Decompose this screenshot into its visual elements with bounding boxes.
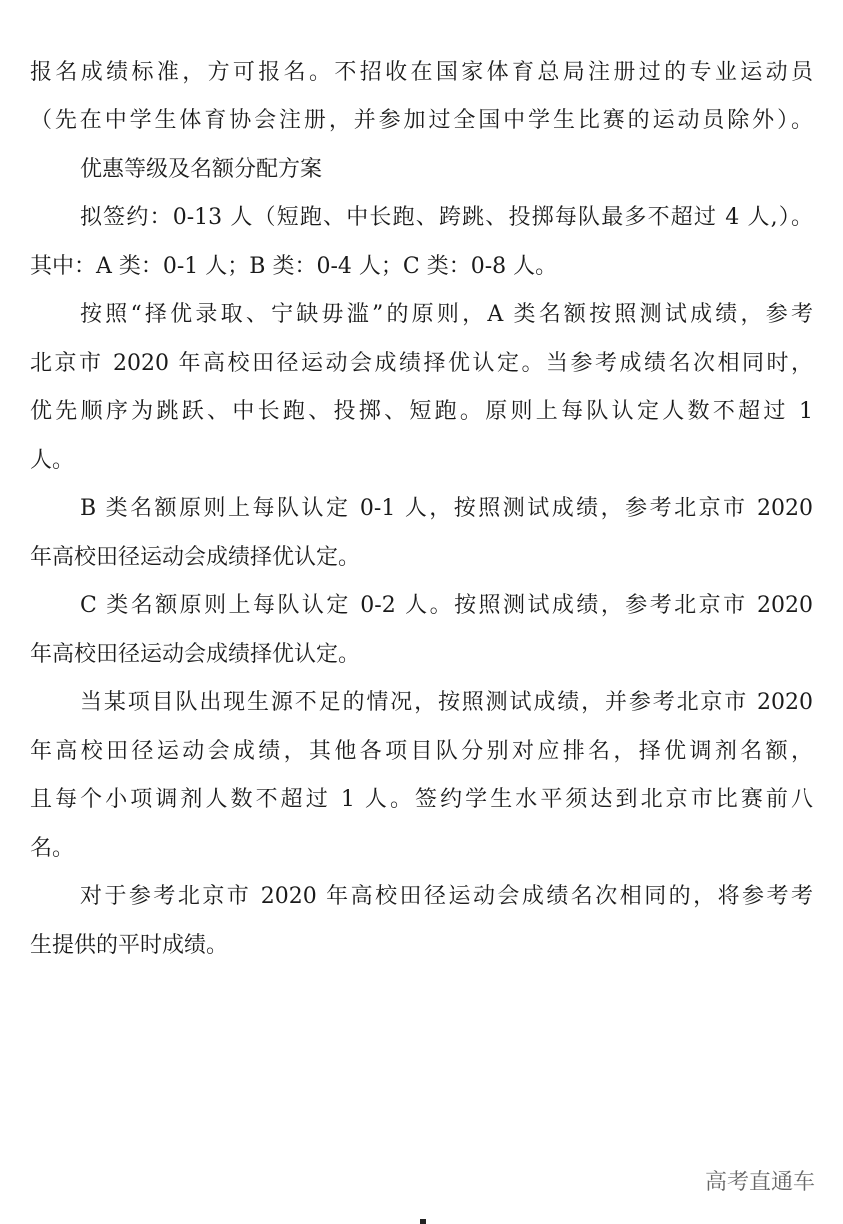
text-line-6: 按照“择优录取、宁缺毋滥”的原则，A 类名额按照测试成绩，参考 bbox=[80, 302, 813, 327]
text-line-16: 且每个小项调剂人数不超过 1 人。签约学生水平须达到北京市比赛前八 bbox=[30, 787, 813, 812]
text-line-2: （先在中学生体育协会注册，并参加过全国中学生比赛的运动员除外）。 bbox=[30, 108, 813, 133]
text-line-15: 年高校田径运动会成绩，其他各项目队分别对应排名，择优调剂名额， bbox=[30, 739, 813, 764]
text-line-12: C 类名额原则上每队认定 0-2 人。按照测试成绩，参考北京市 2020 bbox=[80, 593, 813, 618]
watermark-text: 高考直通车 bbox=[704, 1170, 815, 1195]
text-line-17: 名。 bbox=[30, 836, 75, 861]
text-line-10: B 类名额原则上每队认定 0-1 人，按照测试成绩，参考北京市 2020 bbox=[80, 496, 813, 521]
section-heading: 优惠等级及名额分配方案 bbox=[80, 157, 323, 182]
text-line-9: 人。 bbox=[30, 448, 75, 473]
text-line-19: 生提供的平时成绩。 bbox=[30, 933, 229, 958]
page-number-fragment bbox=[420, 1219, 426, 1224]
text-line-8: 优先顺序为跳跃、中长跑、投掷、短跑。原则上每队认定人数不超过 1 bbox=[30, 399, 813, 424]
text-line-4: 拟签约：0-13 人（短跑、中长跑、跨跳、投掷每队最多不超过 4 人,）。 bbox=[80, 205, 813, 230]
text-line-5: 其中：A 类：0-1 人；B 类：0-4 人；C 类：0-8 人。 bbox=[30, 254, 558, 279]
text-line-14: 当某项目队出现生源不足的情况，按照测试成绩，并参考北京市 2020 bbox=[80, 690, 813, 715]
text-line-7: 北京市 2020 年高校田径运动会成绩择优认定。当参考成绩名次相同时， bbox=[30, 351, 813, 376]
text-line-11: 年高校田径运动会成绩择优认定。 bbox=[30, 545, 361, 570]
text-line-18: 对于参考北京市 2020 年高校田径运动会成绩名次相同的，将参考考 bbox=[80, 884, 813, 909]
text-line-1: 报名成绩标准，方可报名。不招收在国家体育总局注册过的专业运动员 bbox=[30, 60, 813, 85]
text-line-13: 年高校田径运动会成绩择优认定。 bbox=[30, 642, 361, 667]
